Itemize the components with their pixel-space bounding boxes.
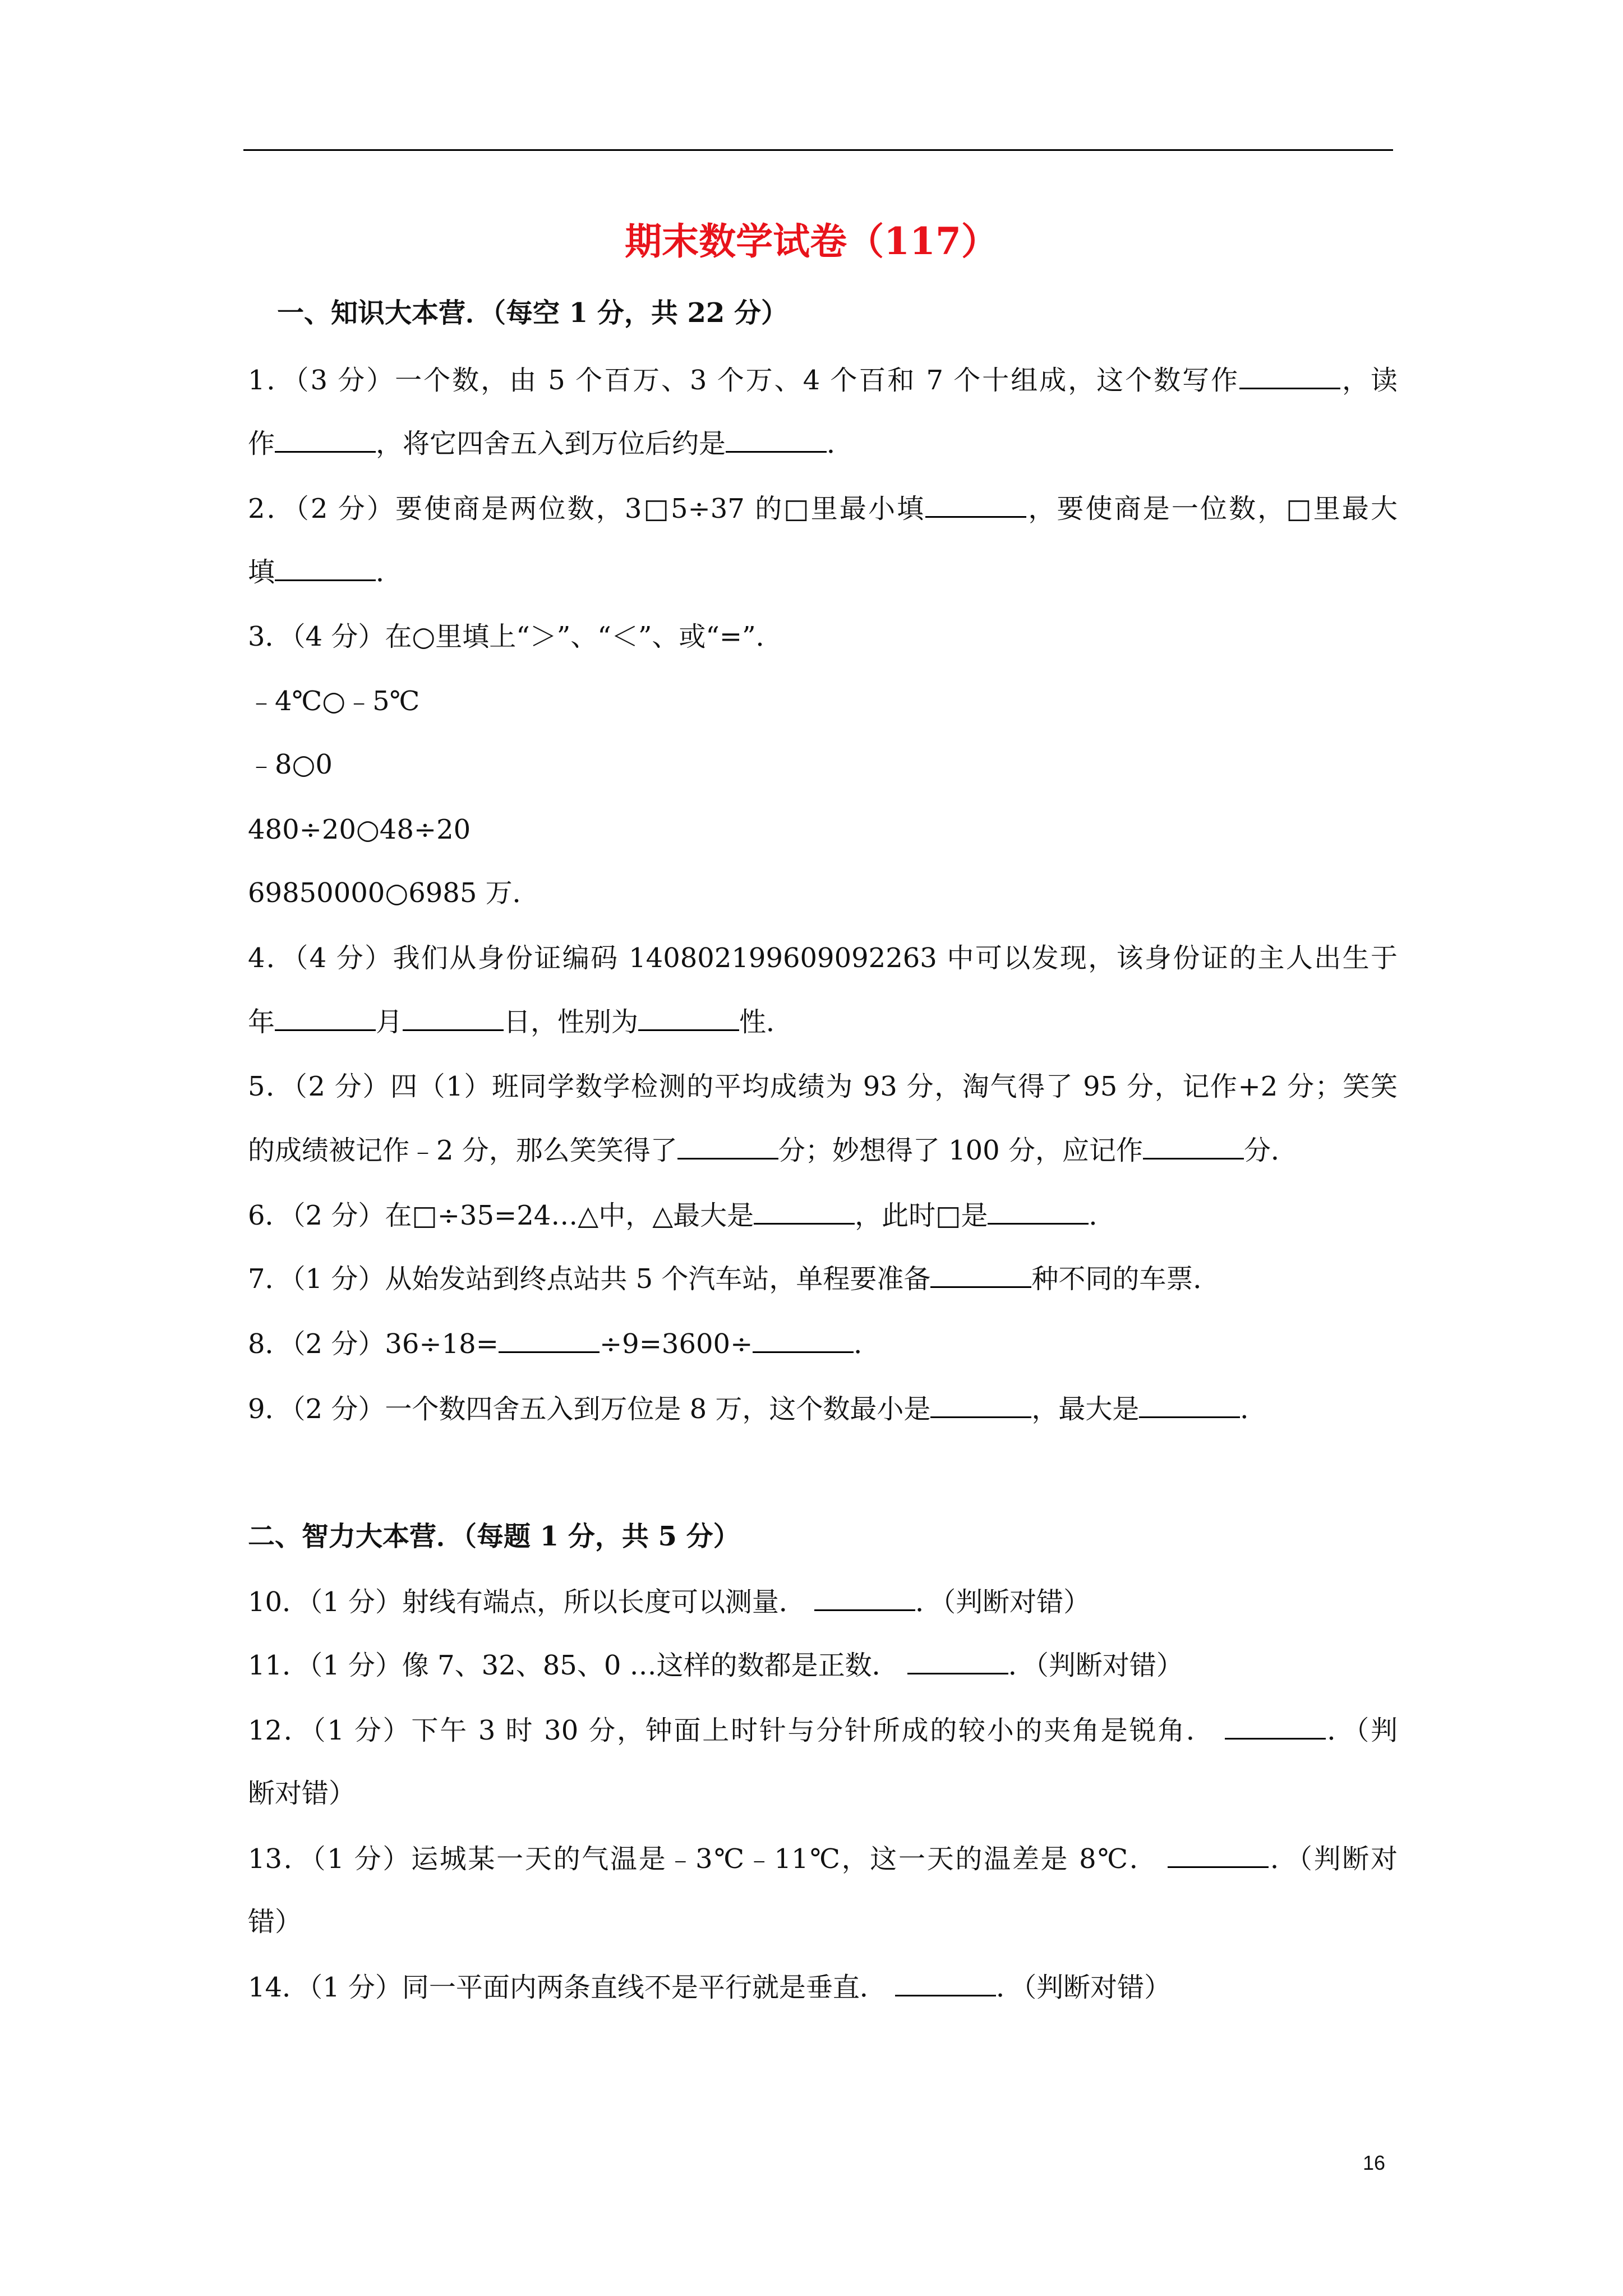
question-line [248, 876, 540, 910]
line-text: ． [1240, 1393, 1267, 1425]
line-text: 5．（2 分）四（1）班同学数学检测的平均成绩为 93 分，淘气得了 95 分，记作+2 分；笑笑 [248, 1071, 1398, 1102]
question-line [248, 1648, 1183, 1682]
line-text: ，要使商是一位数，□里最大 [1026, 493, 1398, 524]
question-line [248, 1262, 1220, 1296]
answer-blank[interactable] [988, 1198, 1089, 1225]
line-text: 480÷20○48÷20 [248, 814, 471, 845]
answer-blank[interactable] [275, 555, 376, 581]
line-text: ﹣4℃○﹣5℃ [248, 685, 420, 717]
answer-blank[interactable] [275, 1005, 376, 1031]
page-number: 16 [1363, 2151, 1386, 2174]
line-text: 月 [376, 1006, 403, 1038]
header-rule [243, 149, 1393, 151]
answer-blank[interactable] [1168, 1842, 1269, 1868]
question-line [248, 620, 783, 654]
line-text: 10．（1 分）射线有端点，所以长度可以测量． [248, 1586, 815, 1618]
line-text: ，最大是 [1031, 1393, 1140, 1425]
line-text: 13．（1 分）运城某一天的气温是﹣3℃﹣11℃，这一天的温差是 8℃． [248, 1843, 1168, 1875]
answer-blank[interactable] [638, 1005, 739, 1031]
question-line [248, 1392, 1267, 1426]
answer-blank[interactable] [499, 1327, 600, 1353]
question-line [248, 1585, 1090, 1619]
question-line [248, 426, 854, 461]
line-text: 4．（4 分）我们从身份证编码 140802199609092263 中可以发现，该身份证的主人出生于 [248, 942, 1398, 974]
line-text: 的成绩被记作﹣2 分，那么笑笑得了 [248, 1135, 677, 1166]
question-line [248, 1777, 356, 1810]
section-heading [277, 296, 788, 330]
question-line [248, 684, 419, 718]
answer-blank[interactable] [1143, 1133, 1244, 1159]
question-line [248, 1842, 1398, 1876]
question-line [248, 1905, 302, 1939]
section-heading [248, 1520, 740, 1553]
question-line [248, 1327, 880, 1361]
question-line [248, 555, 403, 589]
line-text: ． [827, 428, 854, 459]
question-line [248, 1970, 1171, 2004]
line-text: ﹣8○0 [248, 749, 333, 780]
line-text: ． [1089, 1200, 1116, 1231]
question-line [248, 491, 1398, 526]
line-text: ．（判断对 [1269, 1843, 1398, 1875]
answer-blank[interactable] [895, 1970, 996, 1996]
answer-blank[interactable] [275, 426, 376, 453]
line-text: ，将它四舍五入到万位后约是 [376, 428, 726, 459]
line-text: 作 [248, 428, 275, 459]
line-text: 性． [739, 1006, 794, 1038]
answer-blank[interactable] [925, 491, 1026, 518]
line-text: 3．（4 分）在○里填上“＞”、“＜”、或“=”． [248, 621, 783, 652]
line-text: 69850000○6985 万． [248, 877, 540, 909]
line-text: 7．（1 分）从始发站到终点站共 5 个汽车站，单程要准备 [248, 1263, 931, 1295]
question-line [248, 363, 1398, 397]
line-text: 9．（2 分）一个数四舍五入到万位是 8 万，这个数最小是 [248, 1393, 931, 1425]
answer-blank[interactable] [930, 1262, 1031, 1288]
answer-blank[interactable] [1139, 1392, 1240, 1418]
line-text: 1．（3 分）一个数，由 5 个百万、3 个万、4 个百和 7 个十组成，这个数写作 [248, 365, 1240, 396]
line-text: ．（判 [1325, 1715, 1398, 1746]
line-text: ．（判断对错） [996, 1972, 1172, 2003]
line-text: 日，性别为 [504, 1006, 639, 1038]
answer-blank[interactable] [754, 1198, 855, 1225]
line-text: 种不同的车票． [1031, 1263, 1220, 1295]
answer-blank[interactable] [814, 1585, 915, 1611]
line-text: 一、知识大本营．（每空 1 分，共 22 分） [277, 297, 789, 329]
line-text: ÷9=3600÷ [599, 1328, 753, 1360]
line-text: ．（判断对错） [1008, 1650, 1183, 1681]
answer-blank[interactable] [930, 1392, 1031, 1418]
question-line [248, 1070, 1398, 1103]
question-line [248, 1005, 793, 1039]
answer-blank[interactable] [1225, 1713, 1326, 1740]
answer-blank[interactable] [907, 1648, 1008, 1674]
question-line [248, 1198, 1116, 1232]
line-text: 二、智力大本营．（每题 1 分，共 5 分） [248, 1521, 740, 1552]
line-text: ，此时□是 [855, 1200, 988, 1231]
answer-blank[interactable] [753, 1327, 854, 1353]
question-line [248, 1713, 1398, 1747]
line-text: ． [376, 556, 403, 588]
line-text: 分． [1243, 1135, 1298, 1166]
question-line [248, 1133, 1298, 1167]
line-text: ，读 [1340, 365, 1398, 396]
question-line [248, 813, 471, 846]
line-text: 填 [248, 556, 275, 588]
answer-blank[interactable] [677, 1133, 778, 1159]
line-text: 12．（1 分）下午 3 时 30 分，钟面上时针与分针所成的较小的夹角是锐角． [248, 1715, 1225, 1746]
answer-blank[interactable] [1239, 363, 1340, 389]
page-title: 期末数学试卷（117） [625, 219, 998, 263]
line-text: 分；妙想得了 100 分，应记作 [778, 1135, 1143, 1166]
question-line [248, 941, 1398, 975]
line-text: 11．（1 分）像 7、32、85、0 …这样的数都是正数． [248, 1650, 907, 1681]
line-text: ． [854, 1328, 881, 1360]
line-text: ．（判断对错） [915, 1586, 1091, 1618]
answer-blank[interactable] [403, 1005, 504, 1031]
line-text: 14．（1 分）同一平面内两条直线不是平行就是垂直． [248, 1972, 896, 2003]
line-text: 错） [248, 1906, 302, 1938]
line-text: 8．（2 分）36÷18= [248, 1328, 499, 1360]
line-text: 2．（2 分）要使商是两位数，3□5÷37 的□里最小填 [248, 493, 926, 524]
question-line [248, 748, 333, 781]
line-text: 6．（2 分）在□÷35=24…△中，△最大是 [248, 1200, 754, 1231]
line-text: 年 [248, 1006, 275, 1038]
line-text: 断对错） [248, 1778, 356, 1809]
answer-blank[interactable] [726, 426, 827, 453]
